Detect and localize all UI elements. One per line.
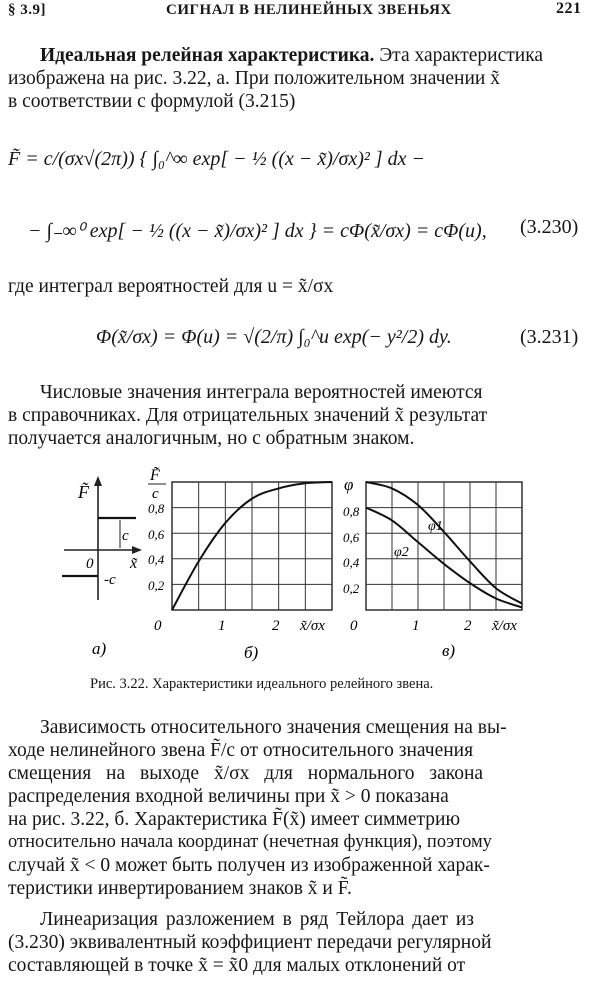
- panel-a-x-arrow: [132, 546, 142, 554]
- page-number: 221: [556, 0, 582, 17]
- panel-b-xtick-0: 0: [154, 618, 162, 634]
- panel-c-xtick-2: 2: [464, 618, 472, 634]
- panel-c-xtick-0: 0: [350, 618, 358, 634]
- numeric-values-paragraph: [8, 381, 596, 450]
- para3-line3: смещения на выходе x̃/σx для нормального закона: [8, 763, 484, 784]
- para3-line6: относительно начала координат (нечетная функция), поэтому: [8, 832, 492, 852]
- para3-line7: случай x̃ < 0 может быть получен из изображенной харак-: [8, 855, 490, 876]
- panel-b-y-label-top: F̃: [150, 467, 160, 484]
- para3-line8: теристики инвертированием знаков x̃ и F̃.: [8, 878, 352, 899]
- panel-c-ytick-04: 0,4: [343, 555, 360, 570]
- panel-c: [343, 475, 522, 660]
- panel-a-caption-letter: а): [92, 639, 107, 658]
- panel-b-ytick-02: 0,2: [148, 578, 165, 593]
- panel-c-ytick-08: 0,8: [343, 504, 360, 519]
- section-mark: § 3.9]: [8, 2, 46, 18]
- intro-text-1: Эта характеристика: [374, 45, 544, 66]
- intro-text-3: в соответствии с формулой (3.215): [8, 91, 296, 112]
- equation-3-230-line2: − ∫₋∞⁰ exp[ − ½ ((x − x̃)/σx)² ] dx } = cΦ(x̃/σx) = cΦ(u),: [28, 220, 487, 242]
- para2-line1: Числовые значения интеграла вероятностей имеются: [40, 382, 483, 403]
- panel-a: [62, 476, 142, 658]
- panel-b-ytick-04: 0,4: [148, 552, 165, 567]
- panel-a-y-label: F̃: [78, 482, 89, 502]
- panel-a-y-arrow: [94, 476, 102, 486]
- intro-paragraph: [8, 44, 596, 113]
- panel-b-caption-letter: б): [244, 643, 259, 662]
- panel-c-caption-letter: в): [442, 641, 456, 660]
- panel-a-level-neg: -c: [104, 572, 116, 588]
- panel-c-xtick-1: 1: [412, 618, 420, 634]
- equation-3-231: Φ(x̃/σx) = Φ(u) = √(2/π) ∫₀^u exp(− y²/2) dy.: [96, 326, 452, 348]
- panel-c-y-label: φ: [344, 475, 354, 494]
- para3-line5: на рис. 3.22, б. Характеристика F̃(x̃) имеет симметрию: [8, 809, 461, 830]
- panel-b-xtick-label: x̃/σx: [300, 618, 325, 634]
- para3-line2: ходе нелинейного звена F̃/c от относительного значения: [8, 740, 474, 761]
- panel-a-origin: 0: [86, 556, 94, 572]
- panel-c-ytick-02: 0,2: [343, 581, 360, 596]
- running-title: СИГНАЛ В НЕЛИНЕЙНЫХ ЗВЕНЬЯХ: [166, 2, 452, 18]
- panel-b-y-label-bottom: c: [152, 486, 159, 502]
- figure-caption: Рис. 3.22. Характеристики идеального релейного звена.: [90, 676, 434, 692]
- panel-b-ytick-08: 0,8: [148, 501, 165, 516]
- para4-line1: Линеаризация разложением в ряд Тейлора дает из: [40, 909, 475, 930]
- panel-a-level-pos: c: [122, 528, 129, 544]
- equation-3-230-line1: F̃ = c/(σx√(2π)) { ∫₀^∞ exp[ − ½ ((x − x̃)/σx)² ] dx −: [8, 148, 426, 170]
- intro-text-2: изображена на рис. 3.22, а. При положительном значении x̃: [8, 68, 500, 89]
- panel-c-ytick-06: 0,6: [343, 530, 360, 545]
- panel-c-xtick-label: x̃/σx: [492, 618, 517, 634]
- panel-b: [148, 466, 332, 662]
- para2-line2: в справочниках. Для отрицательных значений x̃ результат: [8, 405, 488, 426]
- dependence-paragraph: [8, 716, 596, 900]
- para3-line4: распределения входной величины при x̃ > 0 показана: [8, 786, 449, 807]
- figure-3-22: [0, 458, 600, 690]
- equation-number-3-231: (3.231): [520, 326, 579, 348]
- panel-b-grid: [172, 482, 332, 610]
- linearization-paragraph: [8, 908, 596, 977]
- panel-a-x-label: x̃: [130, 555, 138, 572]
- intro-heading: Идеальная релейная характеристика.: [40, 45, 375, 66]
- para4-line2: (3.230) эквивалентный коэффициент передачи регулярной: [8, 932, 492, 953]
- para2-line3: получается аналогичным, но с обратным знаком.: [8, 428, 415, 449]
- panel-b-xtick-2: 2: [272, 618, 280, 634]
- para4-line3: составляющей в точке x̃ = x̃0 для малых отклонений от: [8, 955, 466, 976]
- panel-b-xtick-1: 1: [218, 618, 226, 634]
- panel-c-phi2-label: φ2: [394, 545, 409, 560]
- panel-c-phi1-label: φ1: [428, 519, 443, 534]
- panel-b-ytick-06: 0,6: [148, 527, 165, 542]
- para3-line1: Зависимость относительного значения смещения на вы-: [40, 717, 507, 738]
- equation-number-3-230: (3.230): [520, 216, 579, 238]
- probability-integral-intro: где интеграл вероятностей для u = x̃/σx: [8, 276, 334, 297]
